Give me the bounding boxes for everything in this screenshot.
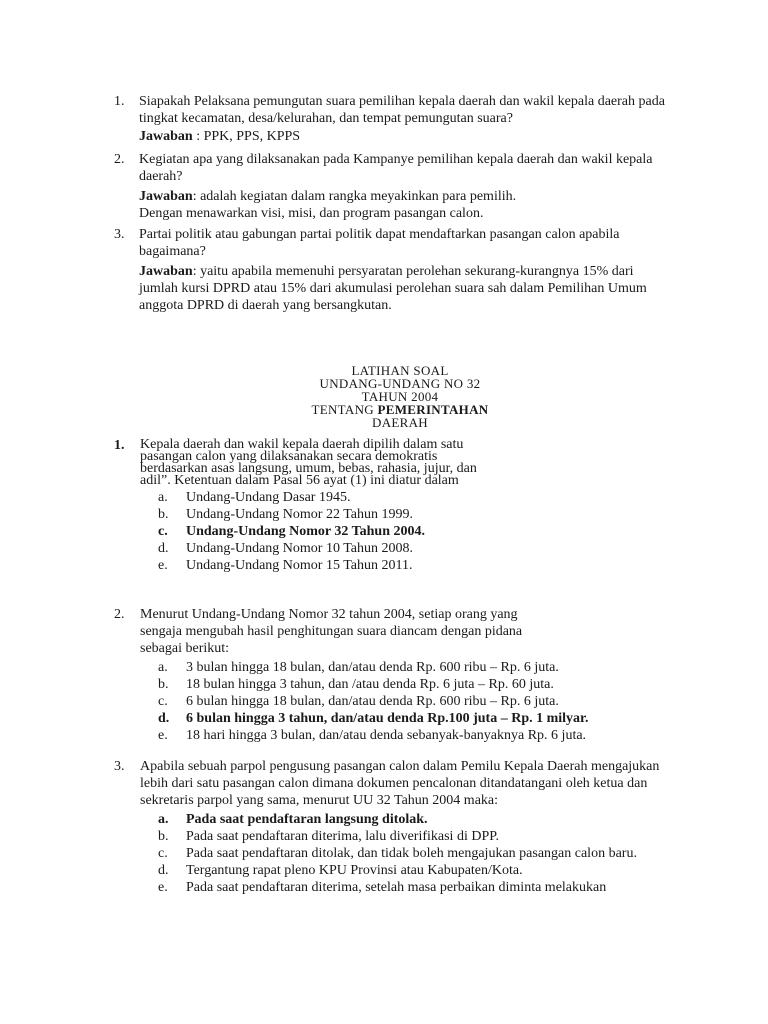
question-number: 3. <box>114 227 125 242</box>
heading-line-5: DAERAH <box>372 415 428 430</box>
exercise-1 <box>114 439 674 574</box>
option-c: c. Undang-Undang Nomor 32 Tahun 2004. <box>158 524 425 539</box>
option-d: d. 6 bulan hingga 3 tahun, dan/atau denda Rp.100 juta – Rp. 1 milyar. <box>158 711 589 726</box>
exercise-2 <box>114 606 674 744</box>
option-e: e. Undang-Undang Nomor 15 Tahun 2011. <box>158 558 413 573</box>
option-a: a. 3 bulan hingga 18 bulan, dan/atau denda Rp. 600 ribu – Rp. 6 juta. <box>158 660 559 675</box>
answer <box>139 263 674 314</box>
option-list <box>158 489 674 574</box>
option-b: b. 18 bulan hingga 3 tahun, dan /atau denda Rp. 6 juta – Rp. 60 juta. <box>158 677 554 692</box>
heading-line-3: TAHUN 2004 <box>361 389 439 404</box>
exercise-number: 3. <box>114 759 125 774</box>
exercise-3 <box>114 758 674 896</box>
option-c: c. 6 bulan hingga 18 bulan, dan/atau denda Rp. 600 ribu – Rp. 6 juta. <box>158 694 559 709</box>
option-e: e. 18 hari hingga 3 bulan, dan/atau denda sebanyak-banyaknya Rp. 6 juta. <box>158 728 587 743</box>
exercise-stem: Apabila sebuah parpol pengusung pasangan calon dalam Pemilu Kepala Daerah mengajukan lebih dari satu pasangan calon dimana dokumen pencalonan ditandatangani oleh ketua dan sekretaris parpol yang sama, menurut UU 32 Tahun 2004 maka: <box>140 759 660 808</box>
exercise-number: 2. <box>114 607 125 622</box>
option-d: d. Undang-Undang Nomor 10 Tahun 2008. <box>158 541 414 556</box>
option-b: b. Pada saat pendaftaran diterima, lalu diverifikasi di DPP. <box>158 829 499 844</box>
question-number: 2. <box>114 152 125 167</box>
review-question-3 <box>114 226 674 314</box>
option-a: a. Undang-Undang Dasar 1945. <box>158 490 351 505</box>
answer-label: Jawaban <box>139 264 193 279</box>
heading-line-4: TENTANG PEMERINTAHAN <box>311 402 489 417</box>
answer <box>139 128 674 145</box>
question-text: Kegiatan apa yang dilaksanakan pada Kampanye pemilihan kepala daerah dan wakil kepala daerah? <box>139 152 653 184</box>
exercise-stem: Kepala daerah dan wakil kepala daerah dipilih dalam satu pasangan calon yang dilaksanakan secara demokratis berdasarkan asas langsung, umum, bebas, rahasia, jujur, dan adil”. Ketentuan dalam Pasal 56 ayat (1) ini diatur dalam <box>140 437 477 488</box>
option-d: d. Tergantung rapat pleno KPU Provinsi atau Kabupaten/Kota. <box>158 863 523 878</box>
exercise-number: 1. <box>114 438 125 453</box>
option-list <box>158 659 674 744</box>
option-a: a. Pada saat pendaftaran langsung ditolak. <box>158 812 428 827</box>
answer-label: Jawaban <box>139 189 193 204</box>
answer-text: : yaitu apabila memenuhi persyaratan perolehan sekurang-kurangnya 15% dari jumlah kursi DPRD atau 15% dari akumulasi perolehan suara sah dalam Pemilihan Umum anggota DPRD di daerah yang bersangkutan. <box>139 264 647 313</box>
answer-text: : PPK, PPS, KPPS <box>192 129 301 144</box>
option-list <box>158 811 638 896</box>
section-heading <box>250 364 550 429</box>
exercise-stem: Menurut Undang-Undang Nomor 32 tahun 2004, setiap orang yang sengaja mengubah hasil penghitungan suara diancam dengan pidana sebagai berikut: <box>140 607 523 656</box>
question-number: 1. <box>114 94 125 109</box>
question-text: Siapakah Pelaksana pemungutan suara pemilihan kepala daerah dan wakil kepala daerah pada tingkat kecamatan, desa/kelurahan, dan tempat pemungutan suara? <box>139 94 665 126</box>
answer <box>139 188 674 205</box>
option-c: c. Pada saat pendaftaran ditolak, dan tidak boleh mengajukan pasangan calon baru. <box>158 846 637 861</box>
heading-line-1: LATIHAN SOAL <box>351 363 449 378</box>
option-b: b. Undang-Undang Nomor 22 Tahun 1999. <box>158 507 414 522</box>
review-question-1 <box>114 93 674 145</box>
heading-line-2: UNDANG-UNDANG NO 32 <box>319 376 481 391</box>
answer-text-continued: Dengan menawarkan visi, misi, dan program pasangan calon. <box>139 206 484 221</box>
option-e: e. Pada saat pendaftaran diterima, setelah masa perbaikan diminta melakukan <box>158 880 607 895</box>
answer-label: Jawaban <box>139 129 193 144</box>
answer-text: : adalah kegiatan dalam rangka meyakinkan para pemilih. <box>192 189 517 204</box>
question-text: Partai politik atau gabungan partai politik dapat mendaftarkan pasangan calon apabila bagaimana? <box>139 227 620 259</box>
review-question-2 <box>114 151 674 222</box>
